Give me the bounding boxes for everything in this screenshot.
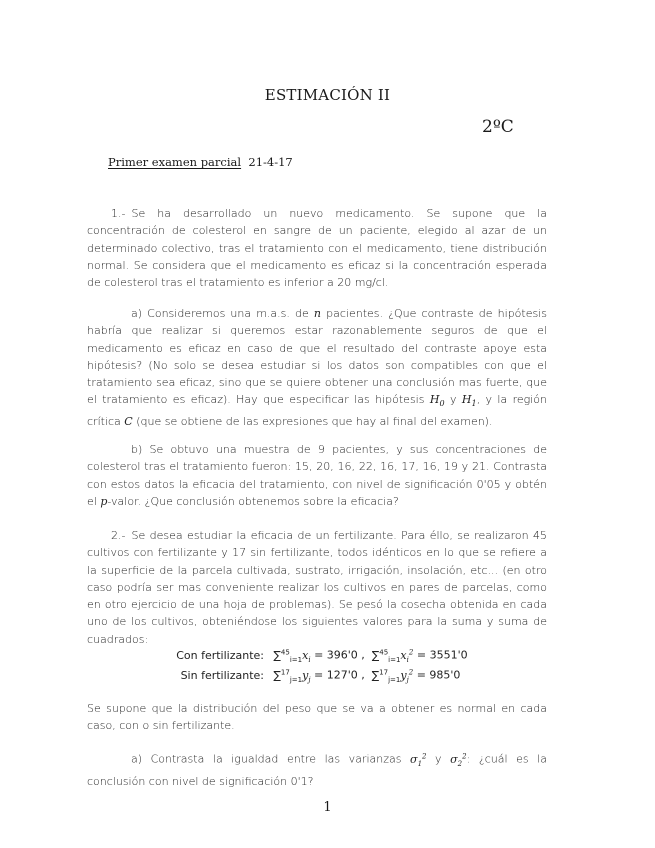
page-number: 1 [323,800,332,815]
p1a-c: C [124,414,133,428]
p1b-p: p [100,494,108,508]
exam-label: Primer examen parcial [108,155,242,169]
exam-date: 21-4-17 [248,155,293,169]
formula-with-fertilizer [170,648,468,664]
p1a-text-3: , y la región crítica [87,393,548,428]
problem-2-number: 2.- [111,529,126,542]
problem-1-number: 1.- [111,207,126,220]
p1b-text-2: -valor. ¿Que conclusión obtenemos sobre la eficacia? [107,494,399,508]
without-sum-y2: = 985'0 [416,668,461,682]
problem-2-text: Se desea estudiar la eficacia de un fertilizante. Para éllo, se realizaron 45 cultivos con fertilizante y 17 sin fertilizante, todos idénticos en lo que se refiere a la superficie de la parcela cultivada, sustrato, irrigación, insolación, etc... (en otro caso podría ser mas conveniente realizar los cultivos en pares de parcelas, como en otro ejercicio de una hoja de problemas). Se pesó la cosecha obtenida en cada uno de los cultivos, obteniéndose los siguientes valores para la suma y suma de cuadrados: [87,529,547,646]
p1a-n: n [313,307,321,320]
sigma-2-squared: $\sigma_2^2$ [450,752,467,768]
p1a-h1: $H_1$ [461,393,477,409]
p1a-text-1: a) Consideremos una m.a.s. de [131,307,309,320]
without-n-upper: 17 [280,668,290,676]
problem-1-statement [87,205,547,291]
p2a-text-1: a) Contrasta la igualdad entre las varianzas [131,752,402,766]
problem-1-part-a [87,305,547,430]
problem-2-part-a: a) Contrasta la igualdad entre las varianzas $\sigma_1^2$ y $\sigma_2^2$: ¿cuál es la conclusión con nivel de significación 0'1? [87,752,547,789]
with-sum-x2: = 3551'0 [416,648,468,662]
p1a-text-4: (que se obtiene de las expresiones que hay al final del examen). [136,414,493,428]
p1a-and: y [449,393,457,407]
problem-1-part-b [87,441,547,510]
page-title: ESTIMACIÓN II [264,86,391,104]
with-sum-x: = 396'0 , [314,648,365,662]
with-label: Con fertilizante: [176,648,264,662]
course-label: 2ºC [482,117,514,137]
p1b-text-1: b) Se obtuvo una muestra de 9 pacientes, y sus concentraciones de colesterol tras el tratamiento fueron: 15, 20, 16, 22, 16, 17, 16, 19 y 21. Contrasta con estos datos la eficacia del tratamiento, con nivel de significación 0'05 y obtén el [87,443,547,508]
p1a-h0: $H_0$ [429,393,445,409]
with-n-upper: 45 [280,648,290,656]
formula-without-fertilizer [170,668,460,684]
problem-1-text: Se ha desarrollado un nuevo medicamento. Se supone que la concentración de colesterol en sangre de un paciente, elegido al azar de un determinado colectivo, tras el tratamiento con el medicamento, tiene distribución normal. Se considera que el medicamento es eficaz si la concentración esperada de colesterol tras el tratamiento es inferior a 20 mg/cl. [87,207,547,290]
sum-x-symbol: $\sum^{45}_{i=1}x_i$ [273,648,311,664]
problem-2-assumption: Se supone que la distribución del peso que se va a obtener es normal en cada caso, con o sin fertilizante. [87,702,547,733]
sum-y-symbol: $\sum^{17}_{j=1}y_j$ [273,668,311,684]
exam-heading [108,155,293,169]
sum-y2-symbol: $\sum^{17}_{j=1}y_j^2$ [371,668,414,684]
without-sum-y: = 127'0 , [314,668,365,682]
p1a-text-2: pacientes. ¿Que contraste de hipótesis habría que realizar si queremos estar razonablemente seguros de que el medicamento es eficaz en caso de que el resultado del contraste apoye esta hipótesis? (No solo se desea estudiar si los datos son compatibles con que el tratamiento sea eficaz, sino que se quiere obtener una conclusión mas fuerte, que el tratamiento es eficaz). Hay que especificar las hipótesis [87,307,548,407]
problem-2-statement [87,527,547,648]
sigma-1-squared: $\sigma_1^2$ [410,752,427,768]
p2a-text-2: ¿cuál es la conclusión con nivel de significación 0'1? [87,752,547,789]
sum-x2-symbol: $\sum^{45}_{i=1}x_i^2$ [371,648,414,664]
without-label: Sin fertilizante: [180,668,264,682]
